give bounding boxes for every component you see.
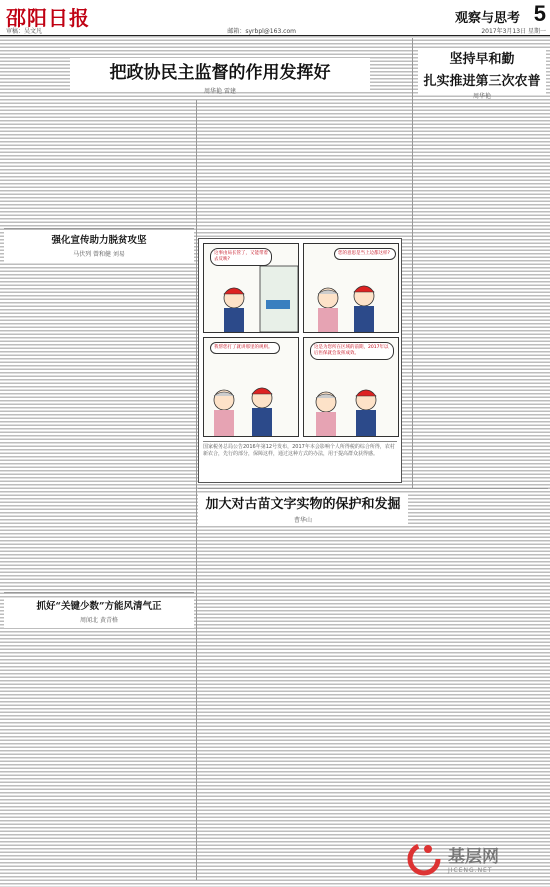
speech-bubble: 您的意思是当上边都这样?: [334, 248, 396, 260]
column-divider: [196, 100, 197, 880]
editor-info: 审稿：吴文凡: [6, 28, 43, 35]
comic-panel: [203, 243, 299, 333]
masthead-info-bar: [6, 26, 546, 34]
left-article-title: 强化宣传助力脱贫攻坚: [51, 235, 147, 246]
comic-drawing: [204, 338, 299, 437]
speech-bubble: 我帮您打了就讲那里的规则。: [210, 342, 280, 354]
watermark-name: 基层网: [448, 847, 499, 867]
comic-illustration: [198, 238, 402, 483]
comic-drawing: [204, 244, 299, 333]
comic-drawing: [304, 338, 399, 437]
right-article-header: [418, 48, 546, 100]
date-info: 2017年3月13日 星期一: [481, 28, 546, 35]
right-article-subtitle: 扎实推进第三次农普: [423, 74, 541, 89]
watermark-logo-icon: [404, 837, 444, 879]
column-divider: [412, 38, 413, 488]
page-number: 5: [533, 1, 546, 26]
bottom-article-title: 加大对古苗文字实物的保护和发掘: [205, 497, 401, 512]
speech-bubble: 这是为您所在区域的前期，2017年以后医保就会发挥成效。: [310, 342, 394, 360]
left-article-header: [4, 232, 194, 262]
newspaper-logo: 邵阳日报: [6, 6, 90, 30]
bottom-left-article-title: 抓好“关键少数”方能风清气正: [36, 601, 162, 612]
main-article-byline: 周华艳 雷建: [204, 88, 236, 95]
section-divider: [198, 488, 548, 489]
comic-caption: 国家税务总局公告2016年第12号发布，2017年本会影响个人所得税的综合所得，农村新农合，先行的部分，保障这样，通过这种方式的办法，用于提高群众获得感。: [203, 441, 397, 479]
left-article-byline: 马伏列 曾和健 刘易: [73, 251, 125, 258]
section-divider: [4, 592, 194, 593]
bottom-left-article-header: [4, 598, 194, 628]
site-watermark: [404, 833, 544, 883]
right-article-byline: 周华艳: [472, 93, 491, 100]
comic-panel: [203, 337, 299, 437]
comic-panel: [303, 337, 399, 437]
main-article-title: 把政协民主监督的作用发挥好: [109, 63, 331, 83]
contact-info: 邮箱：syrbpl@163.com: [227, 28, 296, 35]
right-article-title: 坚持早和勤: [449, 52, 515, 67]
speech-bubble: 这事由局长管了，又能带着去反映?: [210, 248, 272, 266]
bottom-article-header: [198, 493, 408, 525]
main-article-header: [70, 58, 370, 95]
watermark-url: JICENG.NET: [448, 867, 493, 874]
masthead: [0, 0, 550, 36]
bottom-article-byline: 曹华山: [293, 517, 312, 524]
section-title: 观察与思考: [454, 11, 520, 26]
bottom-left-article-byline: 周闻北 黄青格: [80, 617, 118, 624]
section-divider: [4, 228, 194, 229]
comic-panel: [303, 243, 399, 333]
comic-drawing: [304, 244, 399, 333]
